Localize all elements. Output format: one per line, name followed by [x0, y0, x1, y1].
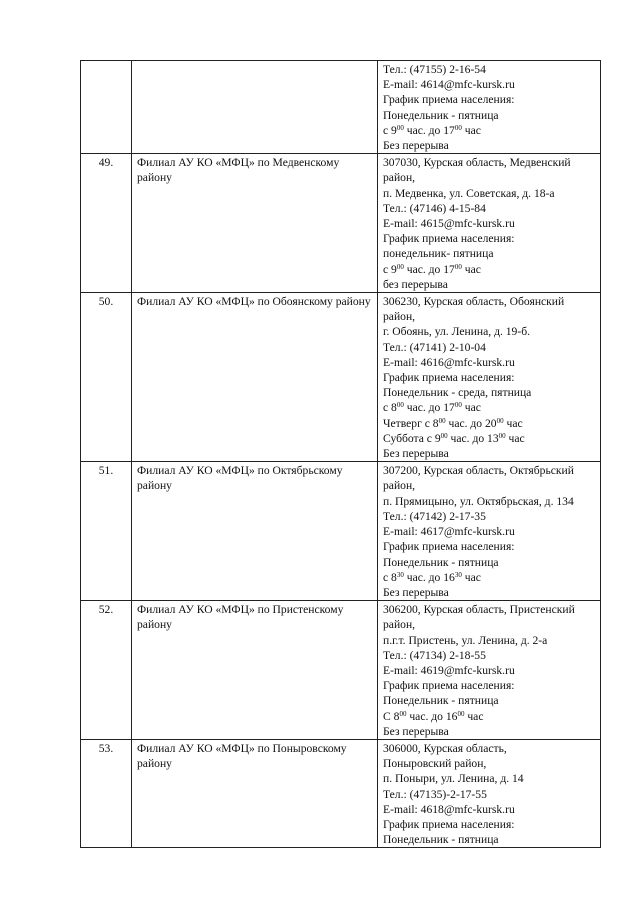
row-number: 51. — [98, 464, 114, 478]
contact-line: 306000, Курская область, — [383, 741, 507, 755]
hours-superscript: 00 — [498, 431, 506, 440]
hours-text: с 8 — [383, 401, 397, 415]
contact-line: Без перерыва — [383, 724, 449, 738]
hours-superscript: 00 — [396, 262, 404, 271]
row-number-cell — [81, 739, 132, 847]
hours-text: с 9 — [383, 262, 397, 276]
hours-text: час. до 13 — [447, 431, 499, 445]
branch-name-cell — [132, 462, 378, 601]
hours-superscript: 30 — [454, 570, 462, 579]
row-number-cell — [81, 601, 132, 740]
row-number: 49. — [98, 156, 114, 170]
hours-text: час — [464, 709, 484, 723]
contact-line: E-mail: 4619@mfc-kursk.ru — [383, 663, 515, 677]
hours-text: час. до 17 — [403, 262, 455, 276]
contact-line: Тел.: (47135)-2-17-55 — [383, 787, 487, 801]
row-number: 53. — [98, 741, 114, 755]
contact-line: 307030, Курская область, Медвенский — [383, 156, 571, 170]
hours-superscript: 00 — [454, 262, 462, 271]
hours-superscript: 00 — [454, 123, 462, 132]
contact-line: График приема населения: — [383, 232, 515, 246]
contact-line: График приема населения: — [383, 371, 515, 385]
branch-name-cell — [132, 154, 378, 293]
contact-line: п. Поныри, ул. Ленина, д. 14 — [383, 772, 524, 786]
hours-text: час. до 20 — [445, 416, 497, 430]
row-number-cell — [81, 154, 132, 293]
hours-text: час — [461, 123, 481, 137]
contact-line: п. Прямицыно, ул. Октябрьская, д. 134 — [383, 494, 574, 508]
row-number-cell — [81, 293, 132, 462]
contact-line: г. Обоянь, ул. Ленина, д. 19-б. — [383, 325, 531, 339]
hours-superscript: 00 — [457, 709, 465, 718]
contact-line — [383, 262, 595, 277]
branch-name: Филиал АУ КО «МФЦ» по Обоянскому району — [137, 295, 371, 309]
contact-line: район, — [383, 171, 416, 185]
contact-line — [383, 570, 595, 585]
hours-text: час. до 17 — [403, 123, 455, 137]
table-row — [81, 293, 601, 462]
contact-line: Поныровский район, — [383, 757, 487, 771]
contact-line: Тел.: (47134) 2-18-55 — [383, 648, 486, 662]
table-body — [81, 61, 601, 848]
branch-contacts-cell — [378, 739, 601, 847]
branch-contacts-cell — [378, 154, 601, 293]
hours-text: с 8 — [383, 570, 397, 584]
hours-superscript: 00 — [438, 416, 446, 425]
contact-line: Тел.: (47155) 2-16-54 — [383, 63, 486, 76]
contact-line: район, — [383, 618, 416, 632]
hours-superscript: 00 — [396, 401, 404, 410]
contact-line: п. Медвенка, ул. Советская, д. 18-а — [383, 186, 555, 200]
hours-text: час — [503, 416, 523, 430]
hours-text: час — [461, 262, 481, 276]
contact-line — [383, 123, 595, 138]
contact-line: График приема населения: — [383, 540, 515, 554]
branch-name: Филиал АУ КО «МФЦ» по Пристенскому району — [137, 603, 344, 632]
contact-line: Понедельник - пятница — [383, 833, 499, 847]
table-row — [81, 462, 601, 601]
contact-line: 306230, Курская область, Обоянский — [383, 295, 565, 309]
contact-line: Без перерыва — [383, 139, 449, 153]
row-number-cell — [81, 462, 132, 601]
branch-contacts-cell — [378, 293, 601, 462]
hours-text: час — [505, 431, 525, 445]
hours-text: час. до 16 — [403, 570, 455, 584]
contact-line: График приема населения: — [383, 679, 515, 693]
contact-line: E-mail: 4614@mfc-kursk.ru — [383, 78, 515, 92]
contact-line: Без перерыва — [383, 585, 449, 599]
contact-line: Тел.: (47146) 4-15-84 — [383, 201, 486, 215]
hours-text: час. до 17 — [403, 401, 455, 415]
row-number: 52. — [98, 603, 114, 617]
contact-line — [383, 431, 595, 446]
hours-text: час — [461, 570, 481, 584]
row-number-cell — [81, 61, 132, 154]
contact-line: Тел.: (47142) 2-17-35 — [383, 509, 486, 523]
contact-line: 307200, Курская область, Октябрьский — [383, 464, 574, 478]
table-row — [81, 601, 601, 740]
contact-line: График приема населения: — [383, 93, 515, 107]
contact-line: Понедельник - пятница — [383, 108, 499, 122]
hours-text: С 8 — [383, 709, 400, 723]
hours-text: Четверг с 8 — [383, 416, 439, 430]
table-row — [81, 154, 601, 293]
branch-contacts-cell — [378, 462, 601, 601]
branch-name-cell — [132, 61, 378, 154]
hours-text: с 9 — [383, 123, 397, 137]
contact-line: Понедельник - среда, пятница — [383, 386, 532, 400]
branch-name: Филиал АУ КО «МФЦ» по Медвенскому району — [137, 156, 340, 185]
contact-line — [383, 416, 595, 431]
branch-name: Филиал АУ КО «МФЦ» по Октябрьскому району — [137, 464, 343, 493]
hours-superscript: 00 — [440, 431, 448, 440]
hours-superscript: 00 — [496, 416, 504, 425]
table-row — [81, 61, 601, 154]
contact-line — [383, 709, 595, 724]
contact-line: без перерыва — [383, 277, 448, 291]
contact-line: E-mail: 4617@mfc-kursk.ru — [383, 525, 515, 539]
row-number: 50. — [98, 295, 114, 309]
table-row — [81, 739, 601, 847]
contact-line: E-mail: 4615@mfc-kursk.ru — [383, 217, 515, 231]
hours-superscript: 30 — [396, 570, 404, 579]
contact-line: Без перерыва — [383, 447, 449, 461]
contact-line: Тел.: (47141) 2-10-04 — [383, 340, 486, 354]
hours-text: час. до 16 — [406, 709, 458, 723]
hours-superscript: 00 — [399, 709, 407, 718]
contact-line: Понедельник - пятница — [383, 694, 499, 708]
hours-text: час — [461, 401, 481, 415]
contact-line: район, — [383, 479, 416, 493]
contact-line: п.г.т. Пристень, ул. Ленина, д. 2-а — [383, 633, 548, 647]
branch-name-cell — [132, 293, 378, 462]
mfc-branches-table — [80, 60, 601, 848]
contact-line: График приема населения: — [383, 817, 515, 831]
contact-line: Понедельник - пятница — [383, 555, 499, 569]
branch-contacts-cell — [378, 601, 601, 740]
contact-line — [383, 400, 595, 415]
contact-line: район, — [383, 310, 416, 324]
hours-text: Суббота с 9 — [383, 431, 441, 445]
branch-name-cell — [132, 601, 378, 740]
branch-name: Филиал АУ КО «МФЦ» по Поныровскому району — [137, 741, 347, 771]
contact-line: понедельник- пятница — [383, 247, 494, 261]
branch-contacts-cell — [378, 61, 601, 154]
contact-line: 306200, Курская область, Пристенский — [383, 603, 575, 617]
hours-superscript: 00 — [396, 123, 404, 132]
contact-line: E-mail: 4618@mfc-kursk.ru — [383, 802, 515, 816]
branch-name-cell — [132, 739, 378, 847]
hours-superscript: 00 — [454, 401, 462, 410]
contact-line: E-mail: 4616@mfc-kursk.ru — [383, 355, 515, 369]
